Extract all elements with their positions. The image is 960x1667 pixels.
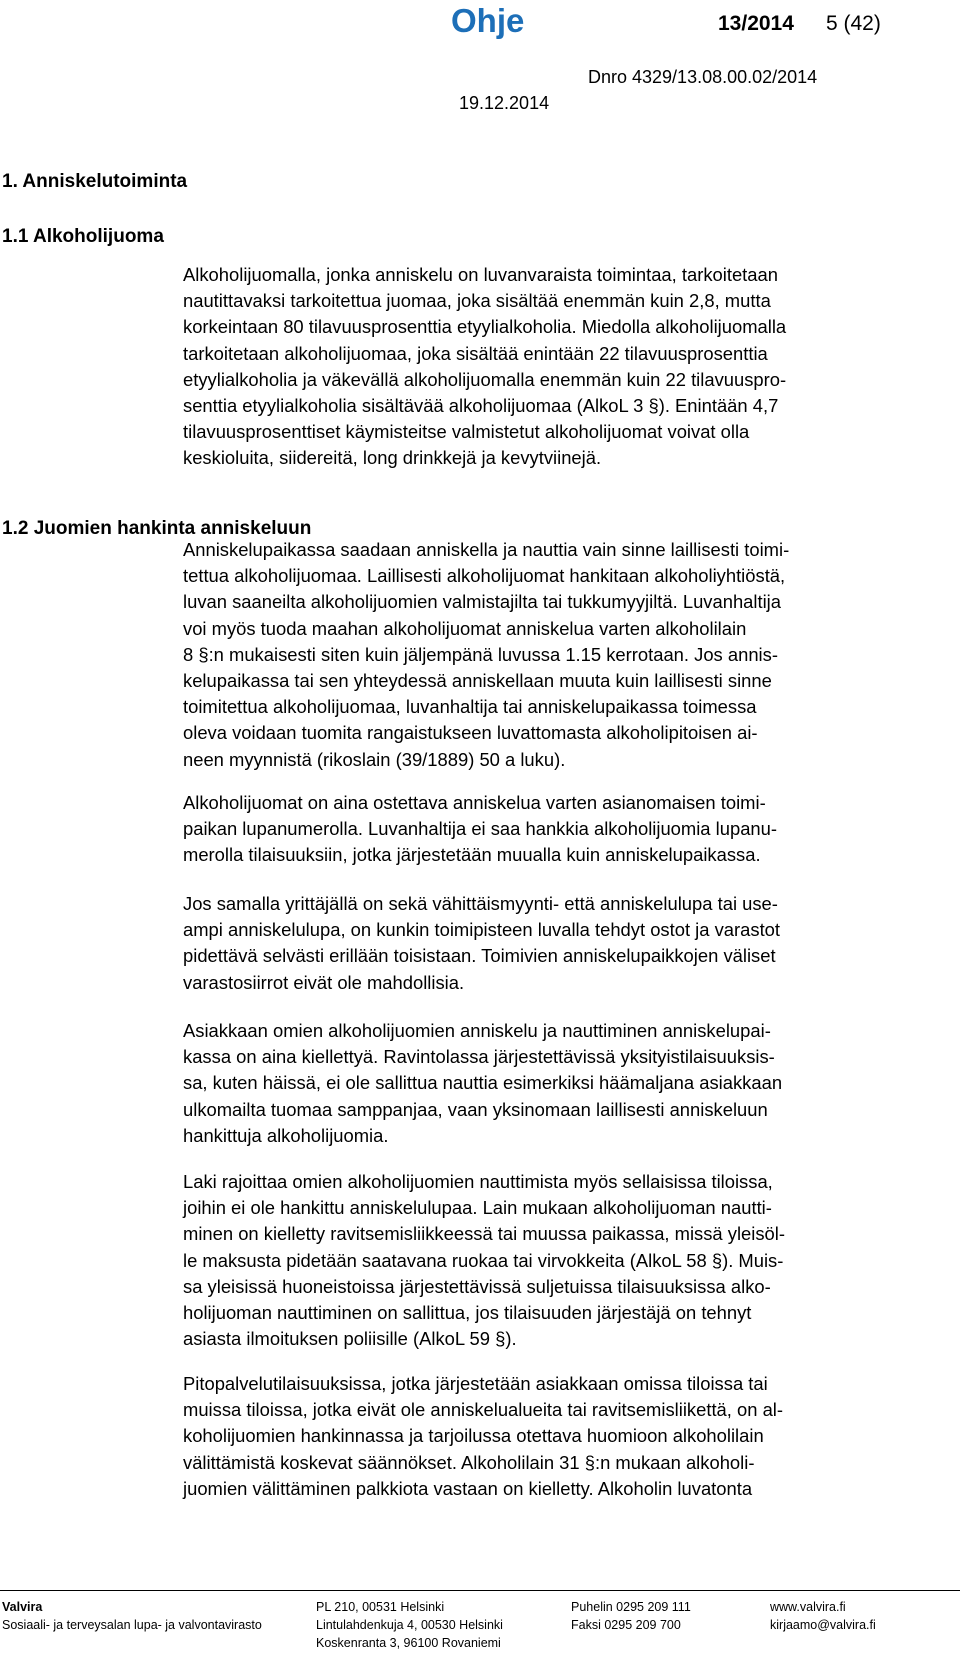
section-heading-1: 1. Anniskelutoiminta xyxy=(2,171,188,192)
paragraph-pitopalvelu: Pitopalvelutilaisuuksissa, jotka järjestetään asiakkaan omissa tiloissa tai muissa tiloissa, jotka eivät ole anniskelualueita tai ravitsemisliikettä, on al- koholijuomien hankinnassa ja tarjoilussa otettava huomioon alkoholilain välittämistä koskevat säännökset. Alkoholilain 31 §:n mukaan alkoholi- juomien välittäminen palkkiota vastaan on kielletty. Alkoholin luvatonta xyxy=(183,1373,784,1499)
footer-org-full: Sosiaali- ja terveysalan lupa- ja valvontavirasto xyxy=(2,1618,262,1632)
paragraph-alkoholijuoma: Alkoholijuomalla, jonka anniskelu on luvanvaraista toimintaa, tarkoitetaan nautittavaksi tarkoitettua juomaa, joka sisältää enemmän kuin 2,8, mutta korkeintaan 80 tilavuusprosenttia etyylialkoholia. Miedolla alkoholijuomalla tarkoitetaan alkoholijuomaa, joka sisältää enintään 22 tilavuusprosenttia etyylialkoholia ja väkevällä alkoholijuomalla enemmän kuin 22 tilavuuspro- senttia etyylialkoholia sisältävää alkoholijuomaa (AlkoL 3 §). Enintään 4,7 tilavuusprosenttiset käymisteitse valmistetut alkoholijuomat voivat olla keskioluita, siidereitä, long drinkkejä ja kevytviinejä. xyxy=(183,264,787,469)
paragraph-lupanumero: Alkoholijuomat on aina ostettava anniskelua varten asianomaisen toimi- paikan lupanumerolla. Luvanhaltija ei saa hankkia alkoholijuomia lupanu- merolla tilaisuuksiin, jotka järjestetään muualla kuin anniskelupaikassa. xyxy=(183,792,777,866)
paragraph-hankinta: Anniskelupaikassa saadaan anniskella ja nauttia vain sinne laillisesti toimi- tettua alkoholijuomaa. Laillisesti alkoholijuomat hankitaan alkoholiyhtiöstä, luvan saaneilta alkoholijuomien valmistajilta tai tukkumyyjiltä. Luvanhaltija voi myös tuoda maahan alkoholijuomat anniskelua varten alkoholilain 8 §:n mukaisesti siten kuin jäljempänä luvussa 1.15 kerrotaan. Jos annis- kelupaikassa tai sen yhteydessä anniskellaan muuta kuin laillisesti sinne toimitettua alkoholijuomaa, luvanhaltija tai anniskelupaikassa toimessa oleva voidaan tuomita rangaistukseen luvattomasta alkoholipitoisen ai- neen myynnistä (rikoslain (39/1889) 50 a luku). xyxy=(183,539,790,770)
record-number: Dnro 4329/13.08.00.02/2014 xyxy=(588,67,818,87)
footer-website-link[interactable]: www.valvira.fi xyxy=(770,1600,846,1614)
paragraph-erillaan: Jos samalla yrittäjällä on sekä vähittäismyynti- että anniskelulupa tai use- ampi anniskelulupa, on kunkin toimipisteen luvalla tehdyt ostot ja varastot pidettävä selvästi erillään toisistaan. Toimivien anniskelupaikkojen väliset varastosiirrot eivät ole mahdollisia. xyxy=(183,893,781,993)
section-heading-1-1: 1.1 Alkoholijuoma xyxy=(2,226,164,247)
footer-phone: Puhelin 0295 209 111 xyxy=(571,1600,691,1614)
footer-email-link[interactable]: kirjaamo@valvira.fi xyxy=(770,1618,876,1632)
document-type-title: Ohje xyxy=(451,2,525,39)
document-date: 19.12.2014 xyxy=(459,93,550,113)
document-number: 13/2014 xyxy=(718,12,794,35)
footer-address-2: Lintulahdenkuja 4, 00530 Helsinki xyxy=(316,1618,503,1632)
footer-address-3: Koskenranta 3, 96100 Rovaniemi xyxy=(316,1636,501,1650)
footer-divider xyxy=(0,1590,960,1591)
paragraph-omat-juomat: Asiakkaan omien alkoholijuomien anniskelu ja nauttiminen anniskelupai- kassa on aina kiellettyä. Ravintolassa järjestettävissä yksityistilaisuuksis- sa, kuten häissä, ei ole sallittua nauttia esimerkiksi häämaljana asiakkaan ulkomailta tuomaa samppanjaa, vaan yksinomaan laillisesti anniskeluun hankittuja alkoholijuomia. xyxy=(183,1020,783,1146)
footer-fax: Faksi 0295 209 700 xyxy=(571,1618,681,1632)
page-number: 5 (42) xyxy=(826,12,881,35)
footer-org: Valvira xyxy=(2,1600,43,1614)
section-heading-1-2: 1.2 Juomien hankinta anniskeluun xyxy=(2,518,312,539)
footer-address-1: PL 210, 00531 Helsinki xyxy=(316,1600,445,1614)
paragraph-rajoitus: Laki rajoittaa omien alkoholijuomien nauttimista myös sellaisissa tiloissa, joihin ei ole hankittu anniskelulupaa. Lain mukaan alkoholijuoman nautti- minen on kielletty ravitsemisliikkeessä tai muussa paikassa, missä yleisöl- le maksusta pidetään saatavana ruokaa tai virvokkeita (AlkoL 58 §). Muis- sa yleisissä huoneistoissa järjestettävissä suljetuissa tilaisuuksissa alko- holijuoman nauttiminen on sallittua, jos tilaisuuden järjestäjä on tehnyt asiasta ilmoituksen poliisille (AlkoL 59 §). xyxy=(183,1171,785,1350)
